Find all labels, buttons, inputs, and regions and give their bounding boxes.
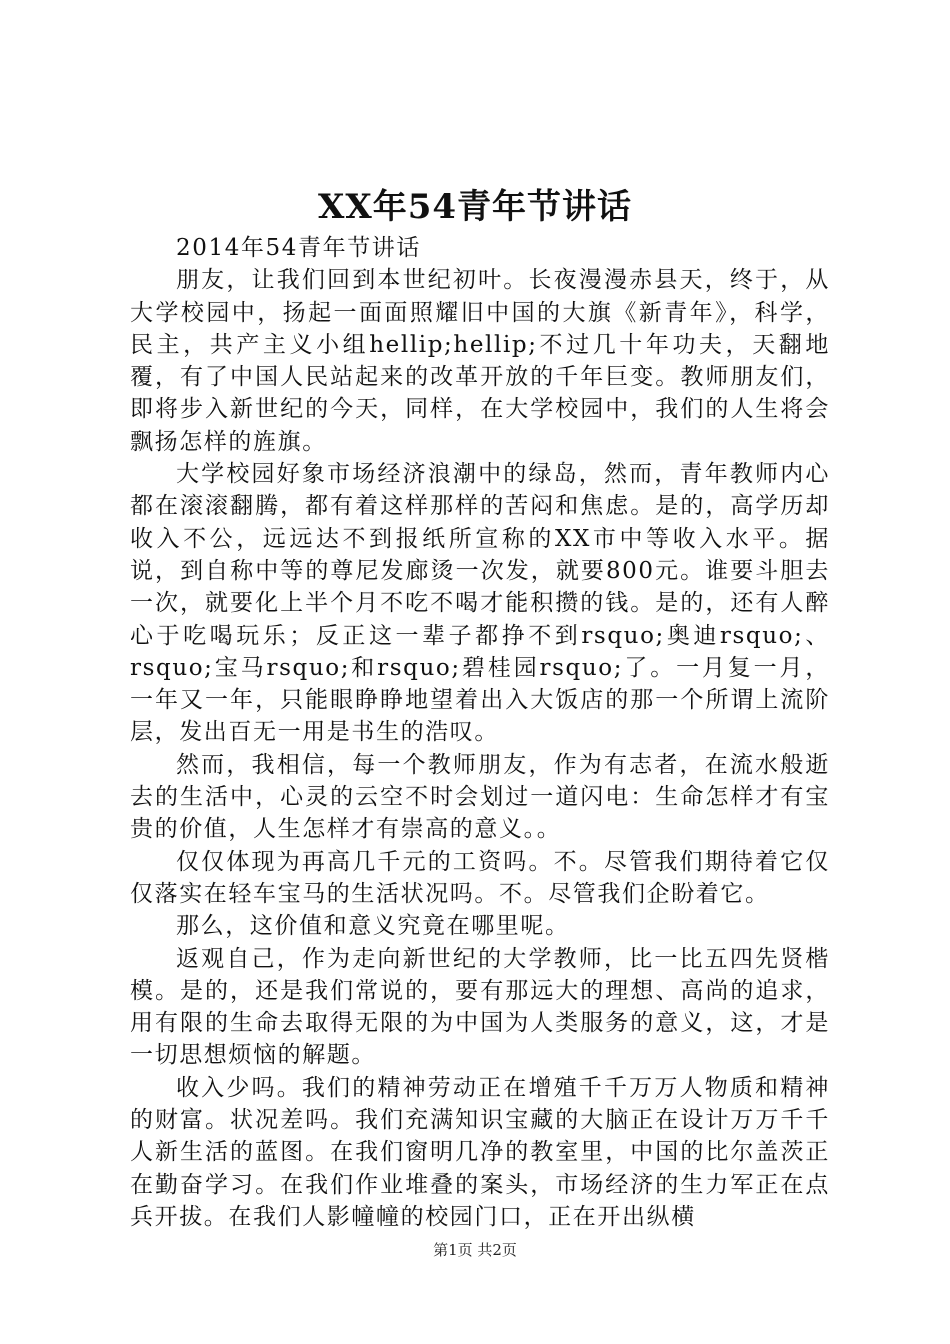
paragraph: 2014年54青年节讲话 [176, 235, 421, 261]
paragraph: 仅仅体现为再高几千元的工资吗。不。尽管我们期待着它仅仅落实在轻车宝马的生活状况吗。不。尽管我们企盼着它。 [130, 848, 830, 907]
document-body [130, 232, 830, 1233]
paragraph: 返观自己，作为走向新世纪的大学教师，比一比五四先贤楷模。是的，还是我们常说的，要有那远大的理想、高尚的追求，用有限的生命去取得无限的为中国为人类服务的意义，这，才是一切思想烦恼的解题。 [130, 945, 830, 1069]
page-number-footer: 第1页 共2页 [433, 1241, 517, 1259]
paragraph: 收入少吗。我们的精神劳动正在增殖千千万万人物质和精神的财富。状况差吗。我们充满知识宝藏的大脑正在设计万万千千人新生活的蓝图。在我们窗明几净的教室里，中国的比尔盖茨正在勤奋学习。在我们作业堆叠的案头，市场经济的生力军正在点兵开拔。在我们人影幢幢的校园门口，正在开出纵横 [130, 1074, 830, 1230]
paragraph: 然而，我相信，每一个教师朋友，作为有志者，在流水般逝去的生活中，心灵的云空不时会划过一道闪电：生命怎样才有宝贵的价值，人生怎样才有崇高的意义。。 [130, 751, 830, 843]
paragraph: 大学校园好象市场经济浪潮中的绿岛，然而，青年教师内心都在滚滚翻腾，都有着这样那样的苦闷和焦虑。是的，高学历却收入不公，远远达不到报纸所宣称的XX市中等收入水平。据说，到自称中等的尊尼发廊烫一次发，就要800元。谁要斗胆去一次，就要化上半个月不吃不喝才能积攒的钱。是的，还有人醉心于吃喝玩乐；反正这一辈子都挣不到rsquo;奥迪rsquo;、rsquo;宝马rsquo;和rsquo;碧桂园rsquo;了。一月复一月，一年又一年，只能眼睁睁地望着出入大饭店的那一个所谓上流阶层，发出百无一用是书生的浩叹。 [130, 461, 830, 746]
paragraph: 朋友，让我们回到本世纪初叶。长夜漫漫赤县天，终于，从大学校园中，扬起一面面照耀旧中国的大旗《新青年》，科学，民主，共产主义小组hellip;hellip;不过几十年功夫，天翻地覆，有了中国人民站起来的改革开放的千年巨变。教师朋友们，即将步入新世纪的今天，同样，在大学校园中，我们的人生将会飘扬怎样的旌旗。 [130, 267, 830, 455]
document-title: XX年54青年节讲话 [317, 187, 633, 227]
paragraph: 那么，这价值和意义究竟在哪里呢。 [176, 913, 570, 940]
